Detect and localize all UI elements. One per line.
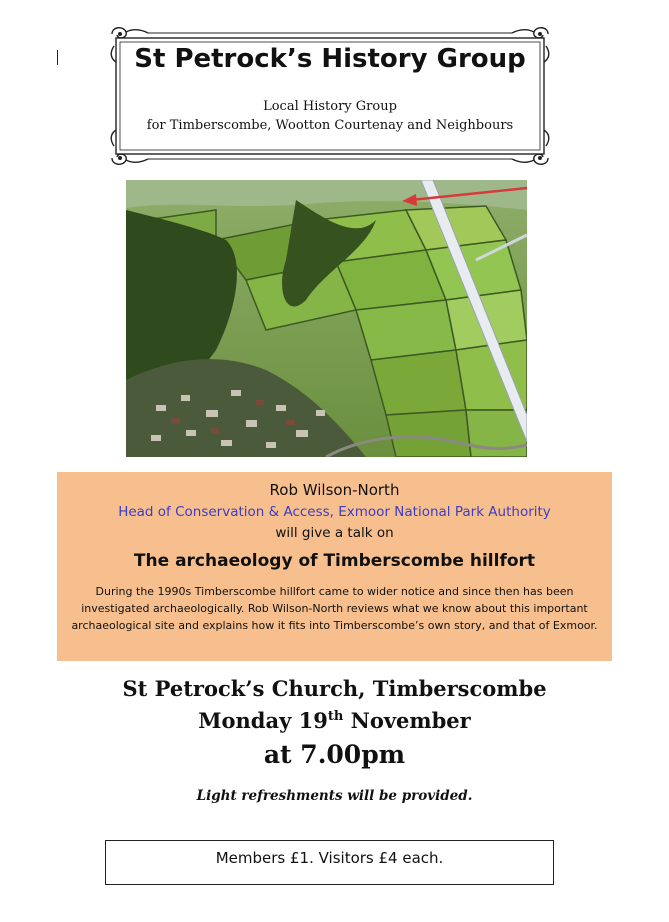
- event-time: at 7.00pm: [263, 740, 406, 769]
- talk-title: The archaeology of Timberscombe hillfort: [133, 551, 536, 571]
- event-date-month: November: [343, 708, 471, 733]
- talk-info-box: [57, 472, 612, 661]
- price-text: Members £1. Visitors £4 each.: [215, 849, 444, 867]
- refreshments-note: Light refreshments will be provided.: [196, 788, 473, 804]
- event-venue: St Petrock’s Church, Timberscombe: [122, 676, 547, 701]
- subtitle-line-1: Local History Group: [263, 99, 397, 114]
- event-date-suffix: th: [327, 709, 344, 724]
- text-cursor: [57, 50, 58, 65]
- speaker-role: Head of Conservation & Access, Exmoor National Park Authority: [118, 504, 551, 520]
- talk-description: During the 1990s Timberscombe hillfort came to wider notice and since then has been investigated archaeologically. Rob Wilson-North reviews what we know about this important archaeological site and explains how it fits into Timberscombe’s own story, and that of Exmoor.: [71, 585, 598, 632]
- page-title: St Petrock’s History Group: [134, 44, 526, 74]
- speaker-name: Rob Wilson-North: [269, 481, 400, 499]
- talk-intro: will give a talk on: [275, 525, 394, 541]
- price-box: [105, 840, 554, 885]
- event-date-prefix: Monday 19: [198, 708, 328, 733]
- event-date: [0, 708, 669, 733]
- aerial-photo-image: [126, 180, 527, 457]
- subtitle-line-2: for Timberscombe, Wootton Courtenay and Neighbours: [146, 118, 514, 133]
- aerial-photo: [126, 180, 527, 457]
